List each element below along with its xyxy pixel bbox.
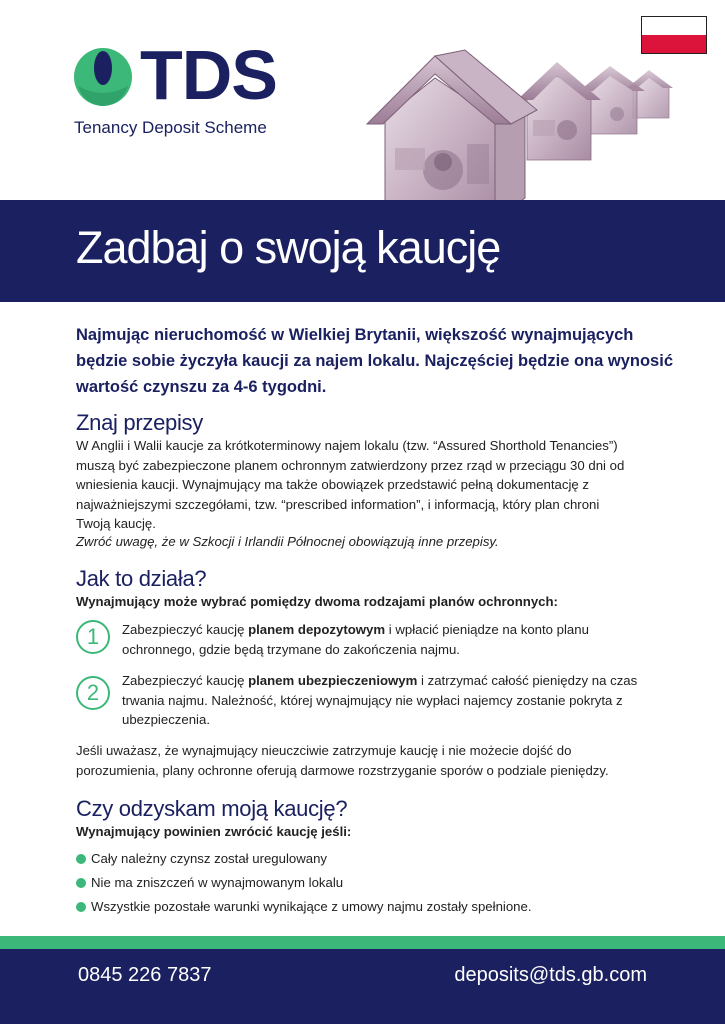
step-number-2: 2 (76, 676, 110, 710)
section-subheading-how: Wynajmujący może wybrać pomiędzy dwoma rodzajami planów ochronnych: (76, 594, 558, 609)
logo-wordmark: TDS (140, 36, 277, 114)
section-body-rules: W Anglii i Walii kaucje za krótkoterminowy najem lokalu (tzw. “Assured Shorthold Tenancies”) muszą być zabezpieczone planem ochronnym zatwierdzony przez rząd w przeciągu 30 dni od wniesienia kaucji. Wynajmujący ma także obowiązek przedstawić pełną dokumentację z najważniejszymi szczegółami, tzw. “prescribed information”, i informacją, który plan chroni Twoją kaucję. (76, 438, 625, 531)
logo-subtitle: Tenancy Deposit Scheme (74, 118, 267, 137)
list-item: Wszystkie pozostałe warunki wynikające z umowy najmu zostały spełnione. (76, 899, 532, 914)
footer (0, 949, 725, 1024)
section-subheading-return: Wynajmujący powinien zwrócić kaucję jeśli: (76, 824, 352, 839)
step-text-2: Zabezpieczyć kaucję planem ubezpieczeniowym i zatrzymać całość pieniędzy na czas trwania najmu. Należność, której wynajmujący nie wypłaci najemcy zostanie pokryta z ubezpieczenia. (122, 673, 638, 727)
section-heading-how: Jak to działa? (76, 566, 207, 591)
bullet-icon (76, 902, 86, 912)
phone-number[interactable]: 0845 226 7837 (78, 964, 212, 986)
section-heading-rules: Znaj przepisy (76, 410, 203, 435)
bullet-icon (76, 854, 86, 864)
step-text-1: Zabezpieczyć kaucję planem depozytowym i wpłacić pieniądze na konto planu ochronnego, gdzie będą trzymane do zakończenia najmu. (122, 622, 589, 657)
section-note-rules: Zwróć uwagę, że w Szkocji i Irlandii Północnej obowiązują inne przepisy. (76, 534, 499, 549)
page-title: Zadbaj o swoją kaucję (76, 222, 501, 273)
logo-mark-icon (72, 46, 134, 108)
title-banner (0, 200, 725, 302)
list-item: Nie ma zniszczeń w wynajmowanym lokalu (76, 875, 343, 890)
step-number-1: 1 (76, 620, 110, 654)
footer-accent-bar (0, 936, 725, 949)
section-closing-how: Jeśli uważasz, że wynajmujący nieuczciwie zatrzymuje kaucję i nie możecie dojść do porozumienia, plany ochronne oferują darmowe rozstrzyganie sporów o podziale pieniędzy. (76, 743, 609, 778)
tds-logo (72, 36, 302, 146)
section-heading-return: Czy odzyskam moją kaucję? (76, 796, 348, 821)
list-item: Cały należny czynsz został uregulowany (76, 851, 327, 866)
email-link[interactable]: deposits@tds.gb.com (454, 964, 647, 986)
intro-paragraph: Najmując nieruchomość w Wielkiej Brytanii, większość wynajmujących będzie sobie życzyła kaucji za najem lokalu. Najczęściej będzie ona wynosić wartość czynszu za 4-6 tygodni. (76, 326, 673, 396)
bullet-icon (76, 878, 86, 888)
